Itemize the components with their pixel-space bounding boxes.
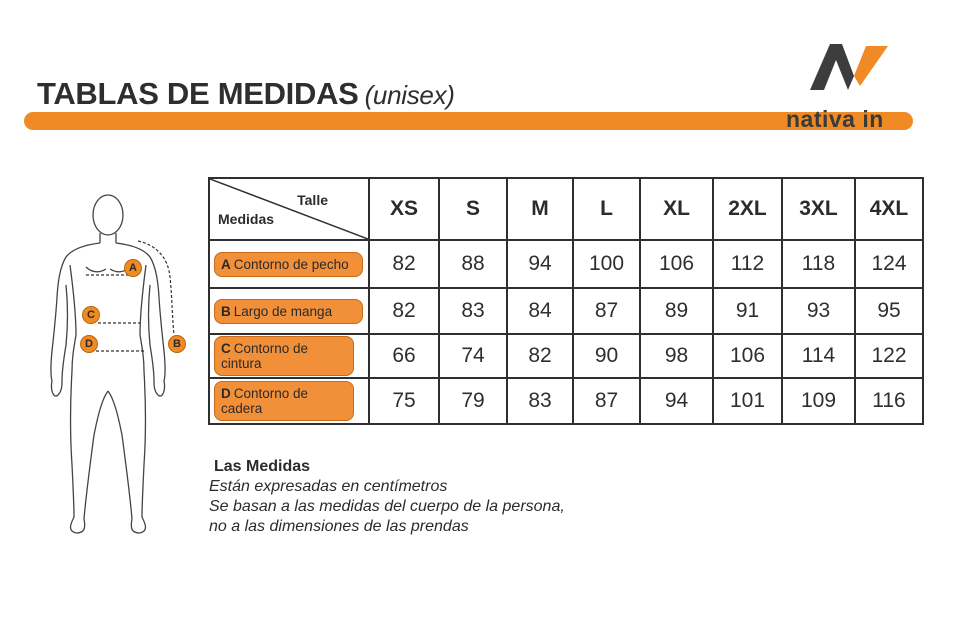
marker-c: C [82, 306, 100, 324]
size-header: M [507, 178, 573, 240]
corner-cell [209, 178, 369, 240]
row-label-cell [209, 334, 369, 378]
value-cell: 93 [782, 288, 855, 334]
corner-talle-label: Talle [297, 192, 328, 208]
table-row [209, 288, 923, 334]
row-label-pill: D Contorno de cadera [214, 381, 354, 421]
value-cell: 98 [640, 334, 713, 378]
size-table [208, 177, 924, 425]
size-header: S [439, 178, 507, 240]
value-cell: 122 [855, 334, 923, 378]
notes-line: Se basan a las medidas del cuerpo de la persona, [209, 498, 565, 515]
value-cell: 79 [439, 378, 507, 424]
value-cell: 87 [573, 288, 640, 334]
value-cell: 82 [507, 334, 573, 378]
row-label-pill: C Contorno de cintura [214, 336, 354, 376]
table-row [209, 334, 923, 378]
value-cell: 112 [713, 240, 782, 288]
row-label-cell [209, 378, 369, 424]
row-label-cell [209, 240, 369, 288]
value-cell: 94 [507, 240, 573, 288]
value-cell: 109 [782, 378, 855, 424]
value-cell: 74 [439, 334, 507, 378]
value-cell: 66 [369, 334, 439, 378]
corner-medidas-label: Medidas [218, 211, 275, 227]
row-label-cell [209, 288, 369, 334]
title-subtitle: (unisex) [364, 80, 455, 110]
size-header: 4XL [855, 178, 923, 240]
value-cell: 91 [713, 288, 782, 334]
size-header: 3XL [782, 178, 855, 240]
brand-logo-icon [808, 40, 890, 92]
table-row [209, 378, 923, 424]
value-cell: 82 [369, 288, 439, 334]
size-header: XS [369, 178, 439, 240]
value-cell: 106 [713, 334, 782, 378]
value-cell: 88 [439, 240, 507, 288]
value-cell: 89 [640, 288, 713, 334]
value-cell: 101 [713, 378, 782, 424]
notes-line: no a las dimensiones de las prendas [209, 518, 469, 535]
value-cell: 116 [855, 378, 923, 424]
value-cell: 83 [439, 288, 507, 334]
page-title [37, 76, 455, 112]
size-header: XL [640, 178, 713, 240]
table-row [209, 240, 923, 288]
title-text: TABLAS DE MEDIDAS [37, 76, 359, 111]
value-cell: 95 [855, 288, 923, 334]
header-accent-bar [24, 112, 913, 130]
value-cell: 100 [573, 240, 640, 288]
diagonal-divider [210, 179, 368, 239]
row-label-pill: B Largo de manga [214, 299, 363, 324]
brand-name: nativa in [786, 106, 884, 132]
notes-heading: Las Medidas [214, 458, 311, 475]
value-cell: 82 [369, 240, 439, 288]
value-cell: 84 [507, 288, 573, 334]
value-cell: 118 [782, 240, 855, 288]
value-cell: 106 [640, 240, 713, 288]
value-cell: 83 [507, 378, 573, 424]
value-cell: 90 [573, 334, 640, 378]
value-cell: 114 [782, 334, 855, 378]
notes-block [209, 457, 565, 537]
human-silhouette-icon [40, 185, 200, 545]
body-figure [40, 185, 200, 550]
size-header: 2XL [713, 178, 782, 240]
size-header-row [209, 178, 923, 240]
marker-b: B [168, 335, 186, 353]
value-cell: 94 [640, 378, 713, 424]
value-cell: 75 [369, 378, 439, 424]
value-cell: 87 [573, 378, 640, 424]
size-header: L [573, 178, 640, 240]
marker-d: D [80, 335, 98, 353]
value-cell: 124 [855, 240, 923, 288]
marker-a: A [124, 259, 142, 277]
row-label-pill: A Contorno de pecho [214, 252, 363, 277]
notes-line: Están expresadas en centímetros [209, 478, 448, 495]
